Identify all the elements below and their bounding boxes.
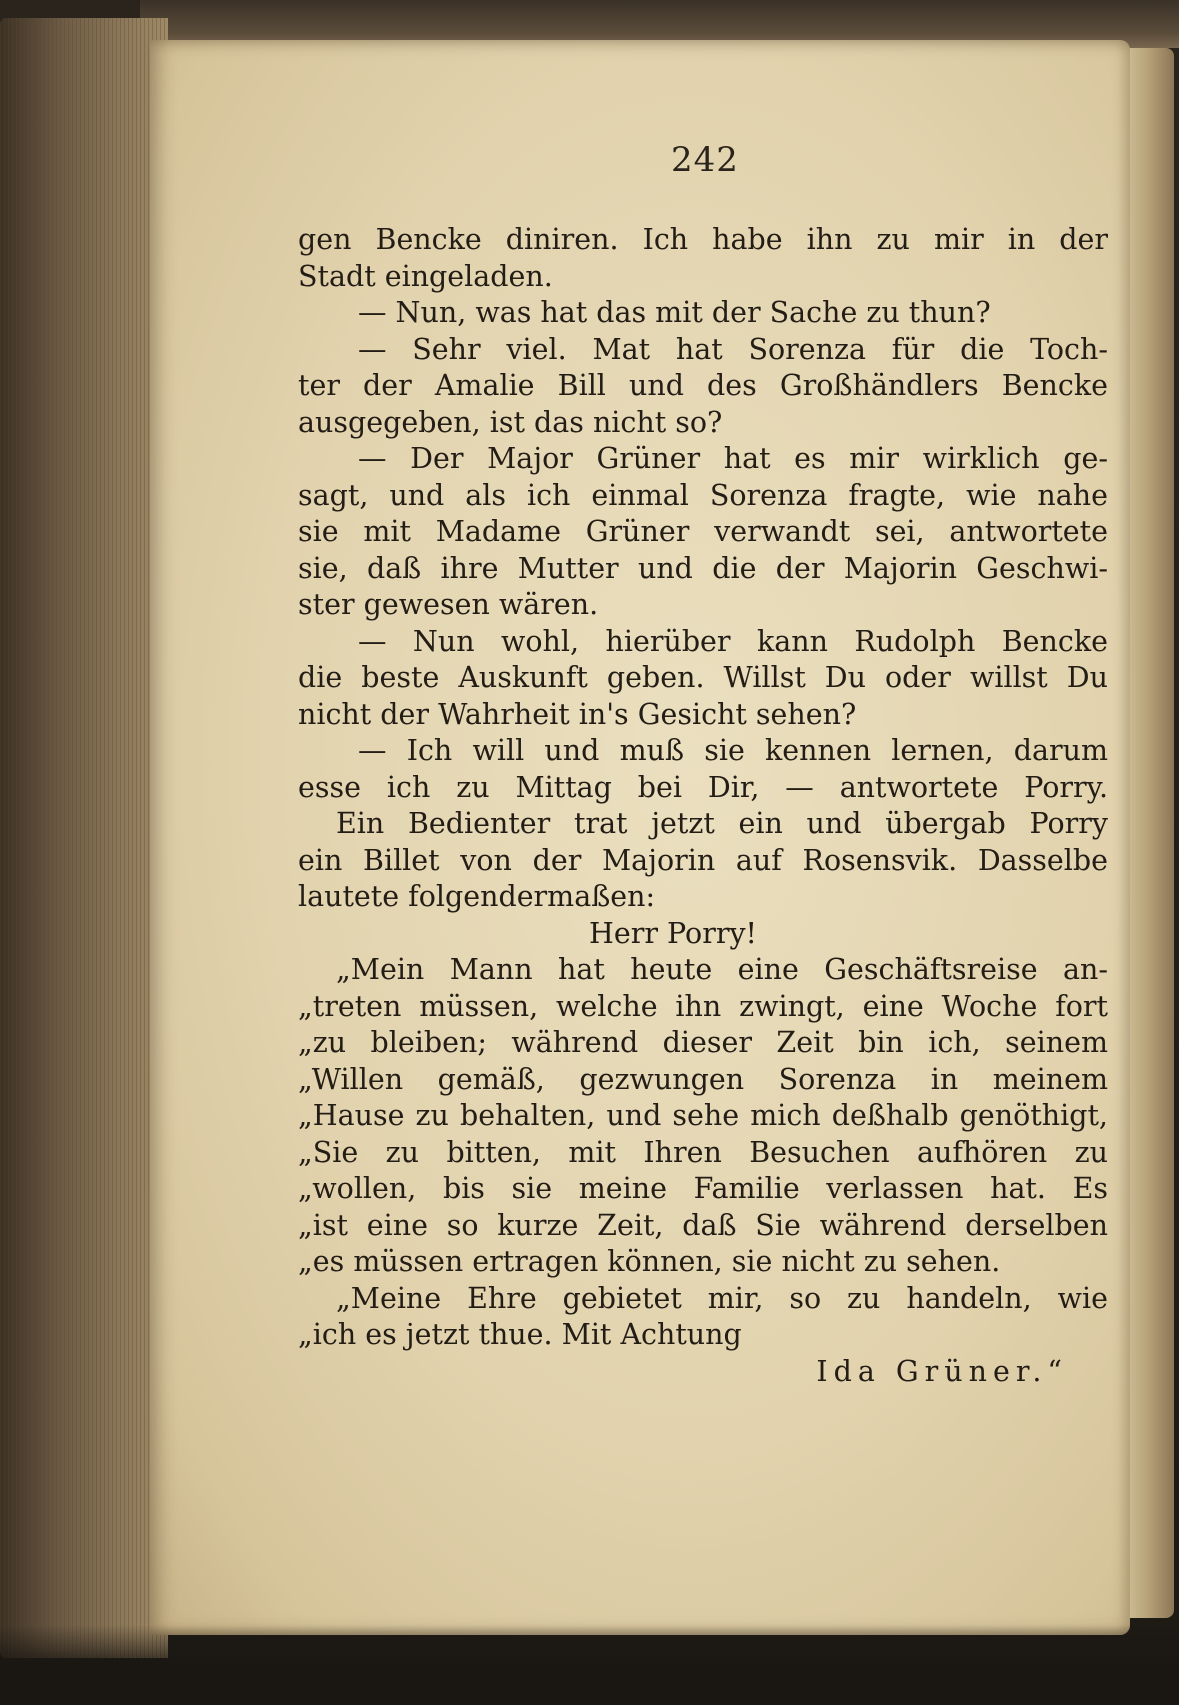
text-line: „treten müssen, welche ihn zwingt, eine Woche fort (298, 989, 1108, 1023)
text-line: lautete folgendermaßen: (298, 880, 656, 913)
text-line: esse ich zu Mittag bei Dir, — antwortete Porry. (298, 770, 1108, 804)
text-line: „ich es jetzt thue. Mit Achtung (298, 1318, 742, 1351)
text-line: ein Billet von der Majorin auf Rosensvik. Dasselbe (298, 843, 1108, 877)
text-line: „Willen gemäß, gezwungen Sorenza in meinem (298, 1062, 1108, 1096)
text-line: gen Bencke diniren. Ich habe ihn zu mir in der (298, 223, 1108, 256)
text-line: Stadt eingeladen. (298, 259, 553, 293)
page-block-edge (0, 18, 168, 1658)
text-line: — Ich will und muß sie kennen lernen, darum (358, 734, 1108, 767)
text-line: Ein Bedienter trat jetzt ein und übergab Porry (336, 807, 1108, 840)
text-line: „Meine Ehre gebietet mir, so zu handeln, wie (336, 1281, 1108, 1315)
text-line: nicht der Wahrheit in's Gesicht sehen? (298, 697, 857, 731)
text-line: — Der Major Grüner hat es mir wirklich ge- (358, 442, 1108, 475)
text-line: — Sehr viel. Mat hat Sorenza für die Toch- (358, 332, 1108, 366)
text-line: „Hause zu behalten, und sehe mich deßhalb genöthigt, (298, 1099, 1108, 1132)
text-line: sagt, und als ich einmal Sorenza fragte, wie nahe (298, 478, 1108, 512)
text-line: die beste Auskunft geben. Willst Du oder willst Du (298, 661, 1108, 694)
text-line: „wollen, bis sie meine Familie verlassen hat. Es (298, 1172, 1108, 1205)
text-line: „es müssen ertragen können, sie nicht zu sehen. (298, 1245, 1001, 1278)
letter-signature: Ida Grüner.“ (816, 1354, 1068, 1388)
text-line: — Nun wohl, hierüber kann Rudolph Bencke (358, 624, 1108, 658)
facing-page-edge (1128, 48, 1174, 1618)
letter-salutation: Herr Porry! (588, 916, 757, 950)
text-line: ter der Amalie Bill und des Großhändlers Bencke (298, 369, 1108, 402)
page-number: 242 (671, 140, 739, 180)
bottom-shadow (0, 1625, 1179, 1705)
text-line: — Nun, was hat das mit der Sache zu thun? (358, 296, 991, 329)
text-line: „zu bleiben; während dieser Zeit bin ich, seinem (298, 1026, 1108, 1059)
text-line: „Mein Mann hat heute eine Geschäftsreise an- (336, 953, 1108, 986)
text-line: sie, daß ihre Mutter und die der Majorin Geschwi- (298, 551, 1108, 585)
text-line: ster gewesen wären. (298, 588, 599, 621)
page-text (298, 222, 1108, 1390)
text-line: „Sie zu bitten, mit Ihren Besuchen aufhören zu (298, 1135, 1108, 1169)
text-line: ausgegeben, ist das nicht so? (298, 405, 723, 439)
text-line: „ist eine so kurze Zeit, daß Sie während derselben (298, 1208, 1108, 1242)
text-line: sie mit Madame Grüner verwandt sei, antwortete (298, 515, 1108, 548)
